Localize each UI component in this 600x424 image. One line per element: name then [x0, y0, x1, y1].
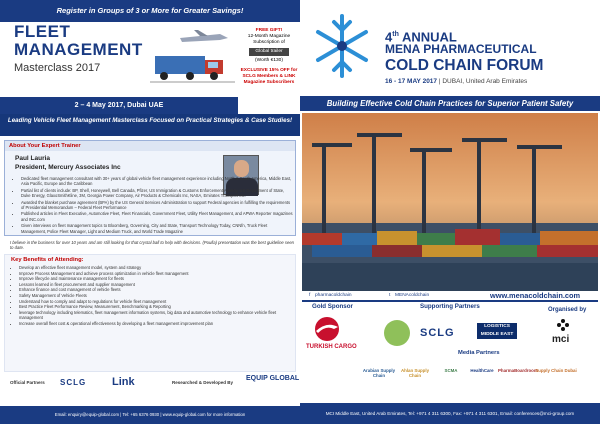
website-link[interactable]: www.menacoldchain.com [490, 291, 581, 300]
edition-suffix: th [392, 31, 399, 38]
free-gift-box [240, 28, 298, 128]
twitter-handle[interactable]: MENAcoldchain [395, 293, 430, 298]
mci-dots-icon [556, 318, 570, 332]
media-logo: Ahlan Supply Chain [400, 368, 430, 378]
list-item: • Improve lifecycle and maintenance management for fleets [19, 276, 295, 282]
sclg-logo: SCLG [60, 378, 87, 387]
list-item: • Given interviews on fleet management topics to Bloomberg, Governing, City and State, Transport Technology Today, CNNfn, Truck Fleet Management, Police Fleet Manager, Light and Medium Truck, and World Trade Magazine [21, 223, 293, 234]
list-item: • Awarded the blanket purchase agreement (BPA) by the US General Services Administration to support Federal agencies in fulfilling the requirements of Presidential Memorandum – Federal Fleet Performance [21, 200, 293, 211]
list-item: • Best Practice Fleet Performance Review, Measurement, Benchmarking & Reporting [19, 304, 295, 310]
gold-sponsor-label: Gold Sponsor [312, 303, 353, 310]
media-logo: SCMA [444, 368, 458, 373]
masterclass-subtitle: Masterclass 2017 [14, 62, 101, 74]
list-item: • Develop an effective fleet management model, system and strategy [19, 265, 295, 271]
tagline-bar: Building Effective Cold Chain Practices for Superior Patient Safety [300, 96, 600, 111]
benefits-list [19, 265, 295, 327]
trainer-heading: About Your Expert Trainer [5, 141, 295, 151]
title-line1: FLEET [14, 22, 71, 41]
gift-desc: 12-Month Magazine Subscription of [247, 34, 291, 45]
list-item: • Dedicated fleet management consultant with 30+ years of global vehicle fleet management experience including North & South America, Middle East, Asia Pacific, Europe and the Caribbean [21, 176, 293, 187]
left-footer: Email: enquiry@equip-global.com | Tel: +65 6376 0930 | www.equip-global.com for more information [0, 406, 300, 424]
truck-plane-icon [150, 30, 235, 85]
supporting-partners-label: Supporting Partners [420, 303, 480, 310]
forum-date [385, 78, 527, 85]
forum-title: COLD CHAIN FORUM [385, 57, 544, 74]
official-partners-label: Official Partners [10, 380, 45, 385]
media-logo: Supply Chain Dubai [535, 368, 577, 373]
fleet-title [14, 23, 143, 59]
edition-label: ANNUAL [401, 29, 457, 45]
benefits-section [4, 254, 296, 372]
organised-by-label: Organised by [548, 307, 587, 313]
register-banner: Register in Groups of 3 or More for Greater Savings! [0, 0, 300, 22]
mci-logo: mci [552, 334, 570, 345]
list-item: • Increase overall fleet cost & operational effectiveness by developing a fleet management improvement plan [19, 321, 295, 327]
turkish-cargo-logo: TURKISH CARGO [306, 344, 357, 350]
list-item: • Enhance finance and cost management of vehicle fleets [19, 287, 295, 293]
right-footer: MCI Middle East, United Arab Emirates, Tel: +971 4 311 6300, Fax: +971 4 311 6301, Email: conferences@mci-group.com [300, 403, 600, 424]
magazine-logo: Global trailer [249, 48, 289, 56]
equip-global-logo: EQUIP GLOBAL [246, 375, 300, 382]
list-item: • Understand how to comply and adapt to regulations for vehicle fleet management [19, 299, 295, 305]
list-item: • Lessons learned in fleet procurement and supplier management [19, 282, 295, 288]
trainer-bullets [15, 176, 293, 235]
link-logo: Link [112, 376, 135, 388]
facebook-icon[interactable]: f [309, 293, 311, 298]
list-item: • Published articles in Fleet Executive, Automotive Fleet, Fleet Financials, Government Fleet, Utility Fleet Management, and APWA Reporter magazines and INC.com [21, 211, 293, 222]
exclusive-offer: EXCLUSIVE 15% OFF for SCLG Members & LINK Magazine Subscribers [240, 68, 298, 85]
list-item: • Safety Management of Vehicle Fleets [19, 293, 295, 299]
port-photo [302, 113, 598, 291]
trainer-section [4, 140, 296, 236]
saudi-partner-icon [384, 320, 410, 346]
date-bar: 2 – 4 May 2017, Dubai UAE [0, 97, 238, 114]
lead-bar: Leading Vehicle Fleet Management Masterclass Focused on Practical Strategies & Case Studies! [0, 114, 300, 136]
divider [302, 300, 598, 302]
trainer-position: President, Mercury Associates Inc [15, 164, 121, 171]
turkish-cargo-icon [306, 315, 348, 343]
trainer-name: Paul Lauria [15, 155, 51, 162]
media-partners-label: Media Partners [458, 350, 500, 356]
list-item: • Partial list of clients include: BP, Shell, Honeywell, Bell Canada, Pfizer, US Immigration & Customs Enforcement Agency, US Department of State, Duke Energy, GlaxoSmithKline, 3M, Georgia Power Company, Air Products & Chemicals Inc, NASA, Emirates Transport etc. [21, 188, 293, 199]
title-line2: MANAGEMENT [14, 40, 143, 59]
media-logo: HealthCare [470, 368, 494, 373]
logistics-me-logo: LOGISTICS MIDDLE EAST [477, 323, 517, 339]
facebook-handle[interactable]: pharmacoldchain [315, 293, 352, 298]
list-item: • Improve Process Management and achieve process optimization in vehicle fleet management [19, 271, 295, 277]
benefits-heading: Key Benefits of Attending: [11, 257, 84, 263]
list-item: • leverage technology including telematics, fleet management information systems, big data and automotive technology to enhance vehicle fleet management [19, 310, 295, 321]
researched-label: Researched & Developed By [172, 380, 234, 385]
forum-location: | DUBAI, United Arab Emirates [438, 78, 528, 85]
gift-worth: (Worth €130) [255, 58, 283, 63]
snowflake-icon [312, 10, 372, 82]
twitter-icon[interactable]: t [389, 293, 391, 298]
media-logo: Arabian Supply Chain [362, 368, 396, 378]
testimonial-note: I believe in the business for over 10 years and am still looking for that crystal ball to help with decisions. (Poulla) presentation was the best guideline seen to date. [10, 240, 294, 251]
portrait-head [234, 160, 249, 177]
gift-headline: FREE GIFT! [255, 28, 283, 33]
edition-number: 4 [385, 29, 393, 45]
forum-mena: MENA PHARMACEUTICAL [385, 42, 537, 56]
media-logo: PharmaBoardroom [498, 368, 538, 373]
sclg-logo-right: SCLG [420, 327, 455, 339]
forum-dates: 16 - 17 MAY 2017 [385, 78, 438, 85]
